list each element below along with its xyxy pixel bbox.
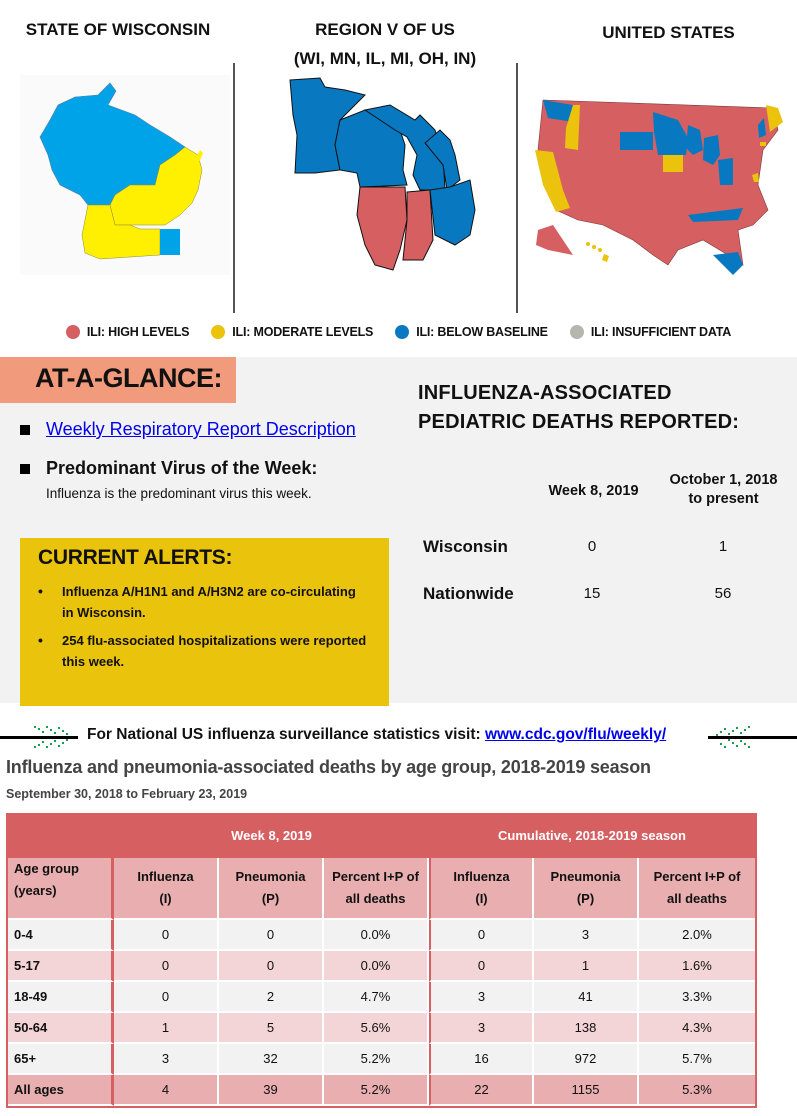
col-age-group: Age group (years) <box>8 858 114 920</box>
value-cell: 1 <box>534 951 639 982</box>
deaths-table-subtitle: September 30, 2018 to February 23, 2019 <box>6 787 248 801</box>
section-title: AT-A-GLANCE: <box>35 363 222 393</box>
at-a-glance-section <box>0 357 797 703</box>
legend-high <box>66 325 189 339</box>
col-cum-influenza: Influenza (I) <box>429 858 534 920</box>
age-cell: 5-17 <box>8 951 114 982</box>
legend-label: ILI: HIGH LEVELS <box>86 325 190 339</box>
value-cell: 5.6% <box>324 1013 429 1044</box>
table-row <box>8 951 755 982</box>
region-v-map <box>285 75 485 275</box>
col-line: to present <box>688 491 759 507</box>
ili-maps-section <box>0 0 797 355</box>
region-map-title: REGION V OF US <box>315 20 455 39</box>
ili-legend <box>0 321 797 343</box>
deaths-by-age-table <box>6 813 757 1108</box>
value-cell: 5.7% <box>639 1044 755 1075</box>
value-cell: 5 <box>219 1013 324 1044</box>
value-cell: 0 <box>114 951 219 982</box>
legend-insufficient <box>570 325 731 339</box>
high-dot-icon <box>66 325 80 339</box>
group-week-header: Week 8, 2019 <box>231 828 312 843</box>
age-cell: 18-49 <box>8 982 114 1013</box>
value-cell: 0 <box>114 982 219 1013</box>
pediatric-row-nationwide: Nationwide <box>423 584 514 603</box>
value-cell: 41 <box>534 982 639 1013</box>
value-cell: 5.2% <box>324 1044 429 1075</box>
value-cell: 4.7% <box>324 982 429 1013</box>
value-cell: 1 <box>114 1013 219 1044</box>
alert-item: • 254 flu-associated hospitalizations were reported this week. <box>38 630 368 672</box>
region-map-subtitle: (WI, MN, IL, MI, OH, IN) <box>293 49 477 68</box>
wisconsin-map-title: STATE OF WISCONSIN <box>25 20 211 39</box>
value-cell: 2 <box>219 982 324 1013</box>
pediatric-col-week: Week 8, 2019 <box>548 483 639 499</box>
legend-label: ILI: MODERATE LEVELS <box>232 325 374 339</box>
table-row <box>8 1013 755 1044</box>
deaths-table-title: Influenza and pneumonia-associated deaths by age group, 2018-2019 season <box>6 757 651 777</box>
report-description-item <box>20 419 356 440</box>
wisconsin-season-value: 1 <box>718 538 728 555</box>
sparkle-arrow-icon <box>32 724 78 750</box>
value-cell: 2.0% <box>639 920 755 951</box>
age-cell: 65+ <box>8 1044 114 1075</box>
title-line: PEDIATRIC DEATHS REPORTED: <box>418 411 740 433</box>
alerts-title: CURRENT ALERTS: <box>38 546 233 569</box>
value-cell: 3 <box>114 1044 219 1075</box>
value-cell: 1155 <box>534 1075 639 1106</box>
age-cell: 0-4 <box>8 920 114 951</box>
col-cum-percent: Percent I+P of all deaths <box>639 858 755 920</box>
title-line: INFLUENZA-ASSOCIATED <box>418 382 672 404</box>
col-cum-pneumonia: Pneumonia (P) <box>534 858 639 920</box>
at-a-glance-header <box>0 357 236 403</box>
value-cell: 0 <box>114 920 219 951</box>
alert-item: • Influenza A/H1N1 and A/H3N2 are co-circulating in Wisconsin. <box>38 581 368 623</box>
value-cell: 3 <box>534 920 639 951</box>
value-cell: 4 <box>114 1075 219 1106</box>
col-week-influenza: Influenza (I) <box>114 858 219 920</box>
value-cell: 5.3% <box>639 1075 755 1106</box>
table-row <box>8 920 755 951</box>
divider <box>516 63 518 313</box>
square-bullet-icon <box>20 464 30 474</box>
insufficient-dot-icon <box>570 325 584 339</box>
weekly-report-description-link[interactable]: Weekly Respiratory Report Description <box>46 419 356 439</box>
wisconsin-map <box>20 75 230 275</box>
value-cell: 16 <box>429 1044 534 1075</box>
cdc-flu-weekly-link[interactable]: www.cdc.gov/flu/weekly/ <box>484 726 667 743</box>
cdc-banner <box>0 724 797 750</box>
value-cell: 0.0% <box>324 920 429 951</box>
col-week-pneumonia: Pneumonia (P) <box>219 858 324 920</box>
predominant-virus-label: Predominant Virus of the Week: <box>46 458 318 478</box>
value-cell: 22 <box>429 1075 534 1106</box>
value-cell: 3.3% <box>639 982 755 1013</box>
legend-below <box>395 325 548 339</box>
value-cell: 5.2% <box>324 1075 429 1106</box>
current-alerts-box <box>20 538 389 706</box>
col-line: October 1, 2018 <box>669 472 778 488</box>
divider-line <box>708 736 797 739</box>
united-states-map <box>528 90 790 275</box>
cdc-text <box>87 726 666 744</box>
nationwide-season-value: 56 <box>714 585 732 602</box>
table-column-header <box>8 858 755 920</box>
value-cell: 32 <box>219 1044 324 1075</box>
pediatric-row-wisconsin: Wisconsin <box>423 537 508 556</box>
square-bullet-icon <box>20 425 30 435</box>
value-cell: 4.3% <box>639 1013 755 1044</box>
predominant-virus-item <box>20 458 317 479</box>
empty-cell <box>8 813 114 858</box>
legend-moderate <box>211 325 373 339</box>
legend-label: ILI: BELOW BASELINE <box>416 325 548 339</box>
group-cumulative-header: Cumulative, 2018-2019 season <box>498 828 686 843</box>
value-cell: 0 <box>429 951 534 982</box>
wisconsin-week-value: 0 <box>587 538 597 555</box>
col-week-percent: Percent I+P of all deaths <box>324 858 429 920</box>
predominant-virus-text: Influenza is the predominant virus this week. <box>46 486 312 501</box>
below-dot-icon <box>395 325 409 339</box>
value-cell: 0 <box>219 920 324 951</box>
nationwide-week-value: 15 <box>583 585 601 602</box>
value-cell: 0 <box>429 920 534 951</box>
table-row-total <box>8 1075 755 1106</box>
divider <box>233 63 235 313</box>
cdc-label: For National US influenza surveillance statistics visit: <box>87 726 481 743</box>
value-cell: 0.0% <box>324 951 429 982</box>
pediatric-col-season <box>656 471 791 509</box>
value-cell: 3 <box>429 1013 534 1044</box>
value-cell: 0 <box>219 951 324 982</box>
value-cell: 39 <box>219 1075 324 1106</box>
age-cell: 50-64 <box>8 1013 114 1044</box>
alerts-list <box>38 581 368 679</box>
table-row <box>8 1044 755 1075</box>
value-cell: 972 <box>534 1044 639 1075</box>
table-row <box>8 982 755 1013</box>
legend-label: ILI: INSUFFICIENT DATA <box>590 325 732 339</box>
value-cell: 1.6% <box>639 951 755 982</box>
us-map-title: UNITED STATES <box>602 23 735 42</box>
value-cell: 138 <box>534 1013 639 1044</box>
pediatric-deaths-title <box>418 379 739 437</box>
moderate-dot-icon <box>211 325 225 339</box>
table-group-header <box>8 813 755 858</box>
age-cell: All ages <box>8 1075 114 1106</box>
value-cell: 3 <box>429 982 534 1013</box>
